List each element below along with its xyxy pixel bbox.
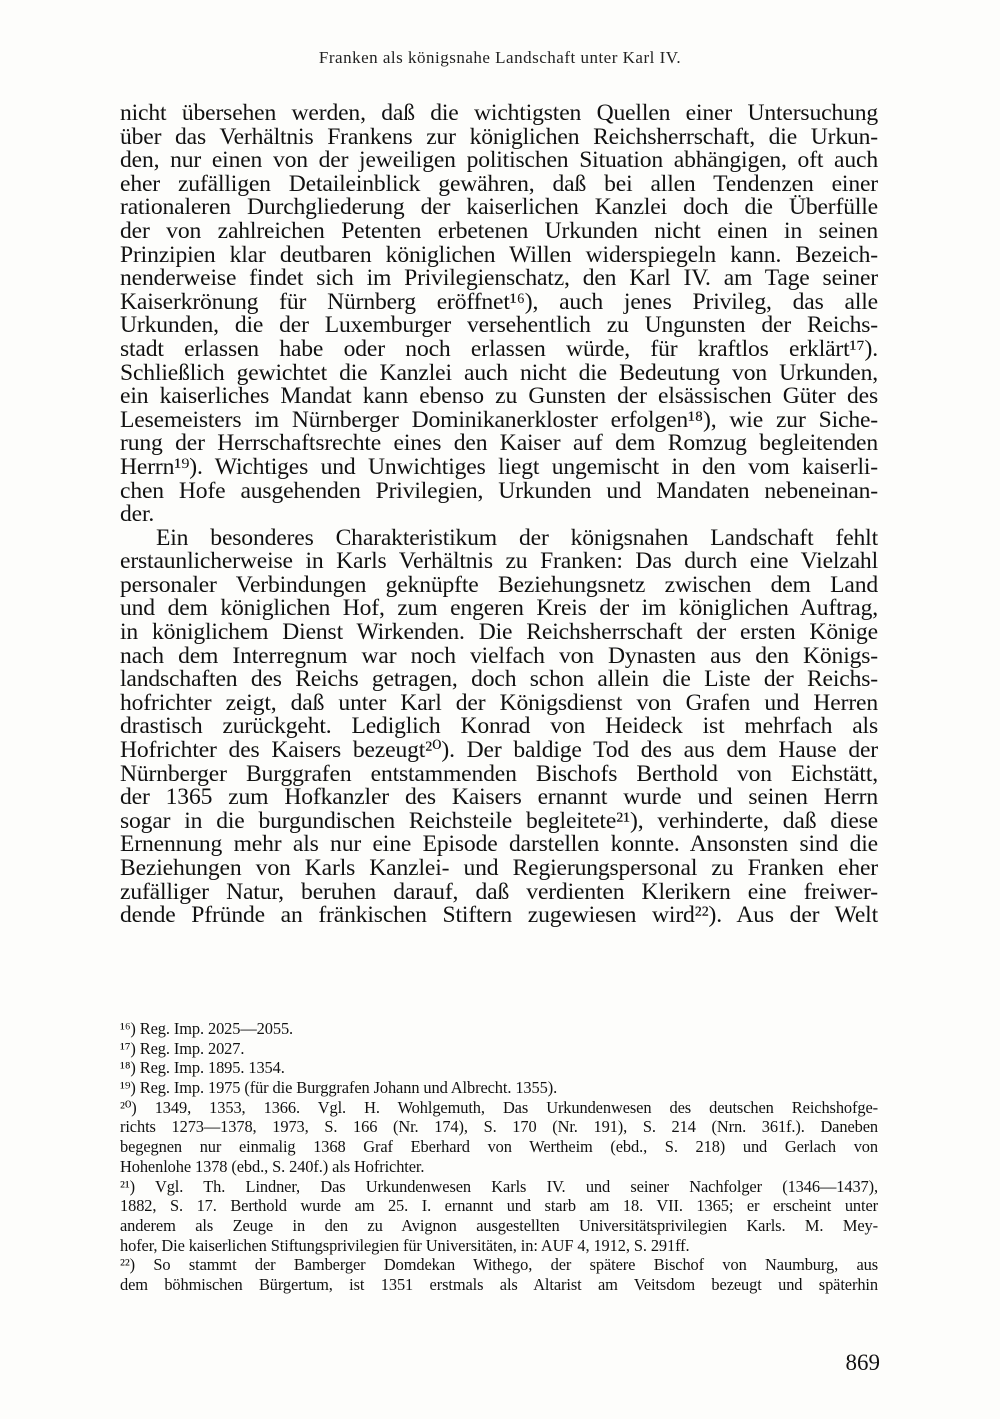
text-line: der. — [120, 501, 155, 528]
text-line: Schließlich gewichtet die Kanzlei auch nicht die Bedeutung von Urkunden, — [120, 359, 878, 386]
text-line: Urkunden, die der Luxemburger versehentlich zu Ungunsten der Reichs- — [120, 312, 878, 339]
text-line: drastisch zurückgeht. Lediglich Konrad von Heideck ist mehrfach als — [120, 713, 878, 740]
footnote-18: ¹⁸) Reg. Imp. 1895. 1354. — [120, 1058, 285, 1078]
footnote-17: ¹⁷) Reg. Imp. 2027. — [120, 1038, 245, 1058]
text-line: nicht übersehen werden, daß die wichtigsten Quellen einer Untersuchung — [120, 100, 878, 126]
text-line: Herrn¹⁹). Wichtiges und Unwichtiges liegt ungemischt in den vom kaiserli- — [120, 453, 878, 480]
text-line: und dem königlichen Hof, zum engeren Kreis der im königlichen Auftrag, — [120, 595, 878, 622]
footnote-21-cont: 1882, S. 17. Berthold wurde am 25. I. ernannt und starb am 18. VII. 1365; er erscheint unter — [120, 1196, 878, 1216]
text-line: nach dem Interregnum war noch vielfach von Dynasten aus den Königs- — [120, 642, 878, 669]
text-line: der von zahlreichen Petenten erbetenen Urkunden nicht einen in seinen — [120, 217, 878, 244]
footnote-21-cont: hofer, Die kaiserlichen Stiftungsprivilegien für Universitäten, in: AUF 4, 1912, S. 291ff. — [120, 1235, 690, 1255]
text-line: in königlichem Dienst Wirkenden. Die Reichsherrschaft der ersten Könige — [120, 619, 878, 646]
text-line: personaler Verbindungen geknüpfte Beziehungsnetz zwischen dem Land — [120, 571, 878, 598]
text-line: rationaleren Durchgliederung der kaiserlichen Kanzlei doch die Überfülle — [120, 194, 878, 221]
text-line: stadt erlassen habe oder noch erlassen würde, für kraftlos erklärt¹⁷). — [120, 335, 878, 362]
text-line: Prinzipien klar deutbaren königlichen Willen widerspiegeln kann. Bezeich- — [120, 241, 878, 268]
text-line: rung der Herrschaftsrechte eines den Kaiser auf dem Romzug begleitenden — [120, 430, 878, 457]
text-line: erstaunlicherweise in Karls Verhältnis zu Franken: Das durch eine Vielzahl — [120, 548, 878, 575]
footnote-22: ²²) So stammt der Bamberger Domdekan Withego, der spätere Bischof von Naumburg, aus — [120, 1255, 878, 1275]
footnote-20-cont: richts 1273—1378, 1973, S. 166 (Nr. 174), S. 170 (Nr. 191), S. 214 (Nrn. 361f.). Daneben — [120, 1117, 878, 1137]
footnote-21: ²¹) Vgl. Th. Lindner, Das Urkundenwesen Karls IV. und seiner Nachfolger (1346—1437), — [120, 1176, 878, 1196]
page-number: 869 — [845, 1350, 880, 1375]
text-line: zufälliger Natur, beruhen darauf, daß verdienten Klerikern eine freiwer- — [120, 878, 878, 905]
text-line: der 1365 zum Hofkanzler des Kaisers ernannt wurde und seinen Herrn — [120, 784, 878, 811]
text-line: Ein besonderes Charakteristikum der königsnahen Landschaft fehlt — [156, 524, 878, 551]
text-line: nenderweise findet sich im Privilegienschatz, den Karl IV. am Tage seiner — [120, 265, 878, 292]
text-line: landschaften des Reichs getragen, doch schon allein die Liste der Reichs- — [120, 666, 878, 693]
text-line: eher zufälligen Detaileinblick gewähren, daß bei allen Tendenzen einer — [120, 170, 878, 197]
footnote-22-cont: dem böhmischen Bürgertum, ist 1351 erstmals als Altarist am Veitsdom bezeugt und späterhin — [120, 1274, 878, 1294]
text-line: hofrichter zeigt, daß unter Karl der Königsdienst von Grafen und Herren — [120, 689, 878, 716]
running-header: Franken als königsnahe Landschaft unter Karl IV. — [318, 48, 682, 67]
text-line: Beziehungen von Karls Kanzlei- und Regierungspersonal zu Franken eher — [120, 855, 878, 881]
text-line: sogar in die burgundischen Reichsteile begleitete²¹), verhinderte, daß diese — [120, 807, 878, 834]
text-line: dende Pfründe an fränkischen Stiftern zugewiesen wird²²). Aus der Welt — [120, 902, 878, 929]
text-line: Kaiserkrönung für Nürnberg eröffnet¹⁶), auch jenes Privileg, das alle — [120, 288, 878, 315]
text-line: chen Hofe ausgehenden Privilegien, Urkunden und Mandaten nebeneinan- — [120, 477, 878, 504]
text-line: Ernennung mehr als nur eine Episode darstellen konnte. Ansonsten sind die — [120, 831, 878, 858]
text-line: den, nur einen von der jeweiligen politischen Situation abhängigen, oft auch — [120, 147, 878, 174]
footnotes — [120, 1019, 878, 1295]
text-line: Lesemeisters im Nürnberger Dominikanerkloster erfolgen¹⁸), wie zur Siche- — [120, 406, 878, 433]
footnote-16: ¹⁶) Reg. Imp. 2025—2055. — [120, 1019, 294, 1038]
text-line: über das Verhältnis Frankens zur königlichen Reichsherrschaft, die Urkun- — [120, 123, 878, 150]
footnote-19: ¹⁹) Reg. Imp. 1975 (für die Burggrafen Johann und Albrecht. 1355). — [120, 1078, 558, 1098]
text-line: Nürnberger Burggrafen entstammenden Bischofs Berthold von Eichstätt, — [120, 760, 878, 787]
main-text — [120, 102, 878, 928]
footnote-20-cont: begegnen nur einmalig 1368 Graf Eberhard von Wertheim (ebd., S. 218) und Gerlach von — [120, 1137, 878, 1157]
text-line: Hofrichter des Kaisers bezeugt²⁰). Der baldige Tod des aus dem Hause der — [120, 737, 878, 764]
text-line: ein kaiserliches Mandat kann ebenso zu Gunsten der elsässischen Güter des — [120, 383, 878, 410]
footnote-20-cont: Hohenlohe 1378 (ebd., S. 240f.) als Hofrichter. — [120, 1156, 425, 1176]
footnote-20: ²⁰) 1349, 1353, 1366. Vgl. H. Wohlgemuth, Das Urkundenwesen des deutschen Reichshofge- — [120, 1097, 878, 1117]
footnote-21-cont: anderem als Zeuge in den zu Avignon ausgestellten Universitätsprivilegien Karls. M. Mey- — [120, 1215, 878, 1235]
